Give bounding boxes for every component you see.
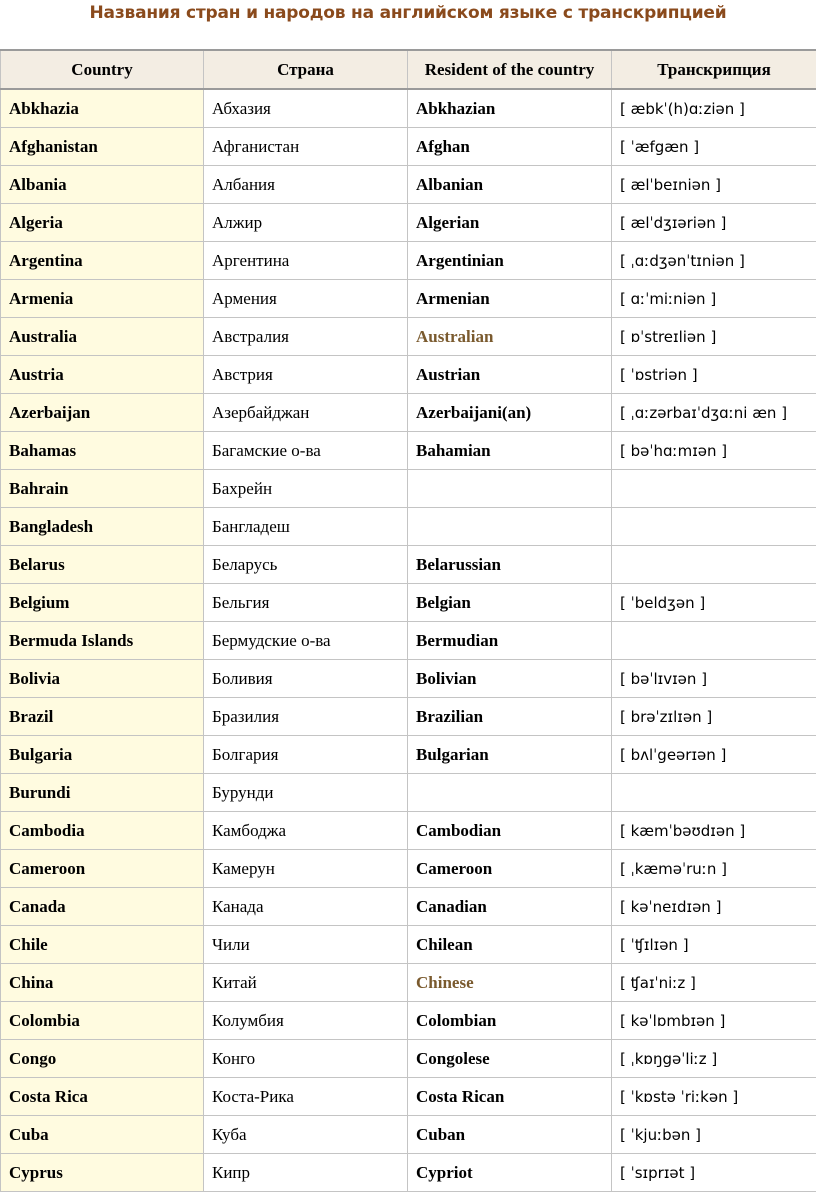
resident-cell: Bulgarian (408, 736, 612, 774)
country-cell: China (1, 964, 204, 1002)
transcription-cell: [ ˈkɒstə ˈriːkən ] (612, 1078, 816, 1116)
transcription-cell (612, 508, 816, 546)
transcription-cell: [ bəˈhɑːmɪən ] (612, 432, 816, 470)
country-cell: Austria (1, 356, 204, 394)
country-cell: Cyprus (1, 1154, 204, 1192)
country-ru-cell: Афганистан (204, 128, 408, 166)
table-row (1, 584, 816, 622)
country-ru-cell: Беларусь (204, 546, 408, 584)
transcription-cell: [ ælˈbeɪniən ] (612, 166, 816, 204)
transcription-cell: [ ʧaɪˈniːz ] (612, 964, 816, 1002)
transcription-cell: [ kəˈlɒmbɪən ] (612, 1002, 816, 1040)
table-row (1, 242, 816, 280)
transcription-cell: [ kəˈneɪdɪən ] (612, 888, 816, 926)
country-ru-cell: Камбоджа (204, 812, 408, 850)
country-ru-cell: Австралия (204, 318, 408, 356)
country-ru-cell: Коста-Рика (204, 1078, 408, 1116)
country-cell: Bahrain (1, 470, 204, 508)
resident-link[interactable]: Chinese (408, 964, 612, 1002)
page-title: Названия стран и народов на английском языке с транскрипцией (0, 3, 816, 23)
country-ru-cell: Болгария (204, 736, 408, 774)
country-ru-cell: Бангладеш (204, 508, 408, 546)
country-ru-cell: Армения (204, 280, 408, 318)
table-row (1, 698, 816, 736)
table-row (1, 888, 816, 926)
country-ru-cell: Аргентина (204, 242, 408, 280)
resident-cell: Algerian (408, 204, 612, 242)
resident-cell: Belarussian (408, 546, 612, 584)
resident-cell: Colombian (408, 1002, 612, 1040)
country-ru-cell: Албания (204, 166, 408, 204)
table-row (1, 508, 816, 546)
country-ru-cell: Бурунди (204, 774, 408, 812)
country-cell: Belarus (1, 546, 204, 584)
resident-cell: Bahamian (408, 432, 612, 470)
country-ru-cell: Азербайджан (204, 394, 408, 432)
country-cell: Chile (1, 926, 204, 964)
transcription-cell: [ ˈbeldʒən ] (612, 584, 816, 622)
resident-cell: Afghan (408, 128, 612, 166)
resident-cell: Bolivian (408, 660, 612, 698)
table-row (1, 926, 816, 964)
header-resident: Resident of the country (408, 50, 612, 89)
country-ru-cell: Китай (204, 964, 408, 1002)
resident-cell: Cuban (408, 1116, 612, 1154)
transcription-cell: [ ˈɒstriən ] (612, 356, 816, 394)
resident-cell: Belgian (408, 584, 612, 622)
country-cell: Algeria (1, 204, 204, 242)
country-cell: Cambodia (1, 812, 204, 850)
table-row (1, 812, 816, 850)
table-row (1, 318, 816, 356)
country-ru-cell: Бельгия (204, 584, 408, 622)
table-row (1, 546, 816, 584)
resident-cell: Chilean (408, 926, 612, 964)
resident-cell (408, 508, 612, 546)
table-row (1, 660, 816, 698)
resident-cell: Canadian (408, 888, 612, 926)
transcription-cell: [ ɒˈstreɪliən ] (612, 318, 816, 356)
resident-cell: Argentinian (408, 242, 612, 280)
transcription-cell: [ ɑːˈmiːniən ] (612, 280, 816, 318)
country-cell: Afghanistan (1, 128, 204, 166)
header-transcription: Транскрипция (612, 50, 816, 89)
countries-table (0, 49, 816, 1192)
country-cell: Canada (1, 888, 204, 926)
transcription-cell: [ kæmˈbəʊdɪən ] (612, 812, 816, 850)
resident-cell: Bermudian (408, 622, 612, 660)
table-row (1, 432, 816, 470)
table-row (1, 356, 816, 394)
country-cell: Bolivia (1, 660, 204, 698)
table-row (1, 1116, 816, 1154)
country-cell: Belgium (1, 584, 204, 622)
resident-cell: Costa Rican (408, 1078, 612, 1116)
country-cell: Argentina (1, 242, 204, 280)
country-cell: Azerbaijan (1, 394, 204, 432)
resident-cell: Azerbaijani(an) (408, 394, 612, 432)
transcription-cell: [ brəˈzɪlɪən ] (612, 698, 816, 736)
country-cell: Bahamas (1, 432, 204, 470)
resident-cell: Brazilian (408, 698, 612, 736)
country-cell: Colombia (1, 1002, 204, 1040)
country-ru-cell: Абхазия (204, 89, 408, 128)
transcription-cell (612, 546, 816, 584)
country-cell: Bermuda Islands (1, 622, 204, 660)
transcription-cell: [ ˈsɪprɪət ] (612, 1154, 816, 1192)
header-country: Country (1, 50, 204, 89)
transcription-cell: [ ˌkɒŋgəˈliːz ] (612, 1040, 816, 1078)
resident-cell: Cameroon (408, 850, 612, 888)
country-ru-cell: Бахрейн (204, 470, 408, 508)
table-row (1, 622, 816, 660)
country-ru-cell: Колумбия (204, 1002, 408, 1040)
country-cell: Brazil (1, 698, 204, 736)
table-row (1, 774, 816, 812)
resident-cell (408, 470, 612, 508)
transcription-cell: [ æbkˈ(h)ɑːziən ] (612, 89, 816, 128)
table-body (1, 89, 816, 1192)
table-row (1, 1002, 816, 1040)
transcription-cell: [ bʌlˈgeərɪən ] (612, 736, 816, 774)
country-cell: Costa Rica (1, 1078, 204, 1116)
transcription-cell: [ ælˈdʒɪəriən ] (612, 204, 816, 242)
resident-cell: Abkhazian (408, 89, 612, 128)
country-ru-cell: Алжир (204, 204, 408, 242)
country-ru-cell: Канада (204, 888, 408, 926)
table-row (1, 89, 816, 128)
transcription-cell (612, 774, 816, 812)
country-ru-cell: Куба (204, 1116, 408, 1154)
country-ru-cell: Камерун (204, 850, 408, 888)
country-ru-cell: Кипр (204, 1154, 408, 1192)
resident-cell: Austrian (408, 356, 612, 394)
transcription-cell: [ ˌɑːdʒənˈtɪniən ] (612, 242, 816, 280)
resident-cell: Albanian (408, 166, 612, 204)
table-row (1, 166, 816, 204)
country-ru-cell: Конго (204, 1040, 408, 1078)
table-row (1, 1154, 816, 1192)
transcription-cell (612, 470, 816, 508)
resident-cell: Congolese (408, 1040, 612, 1078)
table-row (1, 204, 816, 242)
country-cell: Abkhazia (1, 89, 204, 128)
resident-cell (408, 774, 612, 812)
transcription-cell: [ ˈʧɪlɪən ] (612, 926, 816, 964)
country-cell: Albania (1, 166, 204, 204)
table-row (1, 394, 816, 432)
country-cell: Cameroon (1, 850, 204, 888)
resident-cell: Cypriot (408, 1154, 612, 1192)
country-ru-cell: Боливия (204, 660, 408, 698)
table-row (1, 280, 816, 318)
country-cell: Australia (1, 318, 204, 356)
transcription-cell: [ bəˈlɪvɪən ] (612, 660, 816, 698)
header-ru: Страна (204, 50, 408, 89)
country-ru-cell: Чили (204, 926, 408, 964)
table-row (1, 1040, 816, 1078)
resident-cell: Armenian (408, 280, 612, 318)
transcription-cell (612, 622, 816, 660)
table-row (1, 736, 816, 774)
transcription-cell: [ ˈkjuːbən ] (612, 1116, 816, 1154)
country-cell: Bangladesh (1, 508, 204, 546)
country-cell: Burundi (1, 774, 204, 812)
transcription-cell: [ ˌkæməˈruːn ] (612, 850, 816, 888)
country-cell: Congo (1, 1040, 204, 1078)
country-ru-cell: Бразилия (204, 698, 408, 736)
country-ru-cell: Бермудские о-ва (204, 622, 408, 660)
table-row (1, 1078, 816, 1116)
transcription-cell: [ ˈæfgæn ] (612, 128, 816, 166)
country-ru-cell: Австрия (204, 356, 408, 394)
country-cell: Cuba (1, 1116, 204, 1154)
resident-cell: Cambodian (408, 812, 612, 850)
table-row (1, 850, 816, 888)
country-ru-cell: Багамские о-ва (204, 432, 408, 470)
table-row (1, 964, 816, 1002)
transcription-cell: [ ˌɑːzərbaɪˈdʒɑːni æn ] (612, 394, 816, 432)
country-cell: Bulgaria (1, 736, 204, 774)
resident-link[interactable]: Australian (408, 318, 612, 356)
table-row (1, 128, 816, 166)
country-cell: Armenia (1, 280, 204, 318)
table-header-row (1, 50, 816, 89)
table-row (1, 470, 816, 508)
